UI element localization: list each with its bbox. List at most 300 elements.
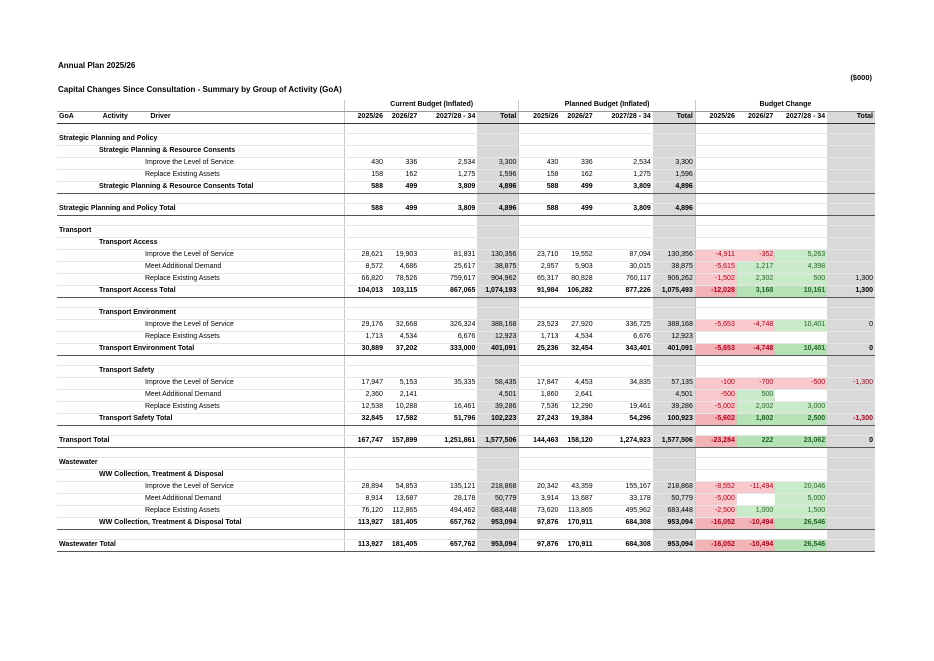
value-cell: 10,401 xyxy=(775,344,827,356)
spacer-cell xyxy=(57,194,101,204)
value-cell xyxy=(827,226,875,238)
value-cell xyxy=(775,366,827,378)
value-cell: -4,748 xyxy=(737,320,775,332)
value-cell: 401,091 xyxy=(653,344,696,356)
goa-label: Transport xyxy=(57,226,345,238)
value-cell: 19,461 xyxy=(595,402,653,414)
spacer-cell xyxy=(419,426,477,436)
value-cell xyxy=(827,308,875,320)
value-cell: 81,831 xyxy=(419,250,477,262)
value-cell: 112,865 xyxy=(385,506,419,518)
value-cell: 13,687 xyxy=(385,494,419,506)
spacer-cell xyxy=(737,298,775,308)
spacer-cell xyxy=(653,426,696,436)
driver-label: Replace Existing Assets xyxy=(57,402,345,414)
spacer-row xyxy=(57,216,875,226)
value-cell xyxy=(775,204,827,216)
value-cell: 58,435 xyxy=(477,378,519,390)
value-cell xyxy=(595,470,653,482)
column-header: Driver xyxy=(148,112,344,124)
value-cell: 499 xyxy=(385,204,419,216)
driver-label: Replace Existing Assets xyxy=(57,506,345,518)
spacer-cell xyxy=(345,530,385,540)
value-cell xyxy=(419,390,477,402)
driver-row xyxy=(57,170,875,182)
value-cell: 130,356 xyxy=(653,250,696,262)
value-cell xyxy=(419,146,477,158)
value-cell xyxy=(775,238,827,250)
spacer-cell xyxy=(57,298,101,308)
value-cell xyxy=(737,204,775,216)
value-cell: 1,300 xyxy=(827,286,875,298)
value-cell xyxy=(827,134,875,146)
value-cell: 25,236 xyxy=(519,344,561,356)
value-cell xyxy=(477,146,519,158)
value-cell: 4,686 xyxy=(385,262,419,274)
value-cell xyxy=(775,170,827,182)
spacer-cell xyxy=(595,448,653,458)
value-cell: 28,178 xyxy=(419,494,477,506)
value-cell xyxy=(695,238,737,250)
value-cell: -12,028 xyxy=(695,286,737,298)
spacer-cell xyxy=(148,124,344,134)
spacer-cell xyxy=(419,530,477,540)
value-cell: -700 xyxy=(737,378,775,390)
value-cell: 17,847 xyxy=(519,378,561,390)
spacer-cell xyxy=(653,448,696,458)
value-cell: -1,300 xyxy=(827,414,875,426)
value-cell: 1,577,506 xyxy=(653,436,696,448)
value-cell: -500 xyxy=(695,390,737,402)
column-header: 2026/27 xyxy=(737,112,775,124)
value-cell: 181,405 xyxy=(385,518,419,530)
value-cell: 19,552 xyxy=(560,250,594,262)
spacer-cell xyxy=(101,448,149,458)
value-cell xyxy=(385,470,419,482)
value-cell: 158,120 xyxy=(560,436,594,448)
spacer-cell xyxy=(775,194,827,204)
value-cell xyxy=(827,506,875,518)
value-cell: 904,962 xyxy=(477,274,519,286)
value-cell xyxy=(653,134,696,146)
goa-total-row xyxy=(57,204,875,216)
value-cell xyxy=(775,146,827,158)
spacer-cell xyxy=(385,216,419,226)
value-cell: 3,000 xyxy=(775,402,827,414)
value-cell: 144,463 xyxy=(519,436,561,448)
spacer-cell xyxy=(519,448,561,458)
activity-label: Transport Environment xyxy=(57,308,345,320)
spacer-cell xyxy=(101,530,149,540)
value-cell xyxy=(827,518,875,530)
value-cell: 10,288 xyxy=(385,402,419,414)
spacer-cell xyxy=(560,298,594,308)
spacer-cell xyxy=(595,298,653,308)
value-cell: 34,835 xyxy=(595,378,653,390)
driver-row xyxy=(57,274,875,286)
spacer-cell xyxy=(653,356,696,366)
activity-row xyxy=(57,366,875,378)
value-cell: 1,074,193 xyxy=(477,286,519,298)
value-cell: 1,596 xyxy=(477,170,519,182)
value-cell: -4,911 xyxy=(695,250,737,262)
value-cell: 1,275 xyxy=(419,170,477,182)
goa-label: Strategic Planning and Policy xyxy=(57,134,345,146)
spacer-cell xyxy=(827,448,875,458)
activity-total-row xyxy=(57,344,875,356)
value-cell: 684,308 xyxy=(595,540,653,552)
budget-table-container xyxy=(57,100,875,552)
value-cell: 1,713 xyxy=(345,332,385,344)
value-cell: 3,809 xyxy=(419,182,477,194)
value-cell xyxy=(519,226,561,238)
value-cell: 4,896 xyxy=(477,182,519,194)
spacer-cell xyxy=(477,356,519,366)
value-cell xyxy=(595,458,653,470)
value-cell: 867,065 xyxy=(419,286,477,298)
value-cell xyxy=(737,226,775,238)
value-cell: 6,676 xyxy=(595,332,653,344)
value-cell: 5,263 xyxy=(775,250,827,262)
value-cell: 2,002 xyxy=(737,402,775,414)
spacer-cell xyxy=(519,356,561,366)
value-cell xyxy=(737,366,775,378)
value-cell: 1,500 xyxy=(775,506,827,518)
spacer-cell xyxy=(595,216,653,226)
column-header: Activity xyxy=(101,112,149,124)
spacer-cell xyxy=(385,124,419,134)
value-cell: -8,552 xyxy=(695,482,737,494)
value-cell: 170,911 xyxy=(560,540,594,552)
value-cell: 38,875 xyxy=(477,262,519,274)
activity-row xyxy=(57,470,875,482)
value-cell xyxy=(519,366,561,378)
spacer-cell xyxy=(101,356,149,366)
value-cell: 4,896 xyxy=(477,204,519,216)
value-cell: 4,534 xyxy=(560,332,594,344)
spacer-cell xyxy=(737,530,775,540)
spacer-cell xyxy=(519,530,561,540)
value-cell: 222 xyxy=(737,436,775,448)
value-cell: 57,135 xyxy=(653,378,696,390)
spacer-cell xyxy=(148,194,344,204)
spacer-row xyxy=(57,426,875,436)
driver-label: Replace Existing Assets xyxy=(57,332,345,344)
value-cell xyxy=(737,494,775,506)
value-cell: -16,052 xyxy=(695,540,737,552)
spacer-cell xyxy=(560,530,594,540)
value-cell: -2,500 xyxy=(695,506,737,518)
driver-row xyxy=(57,332,875,344)
value-cell xyxy=(775,470,827,482)
spacer-cell xyxy=(385,194,419,204)
value-cell: 113,927 xyxy=(345,518,385,530)
value-cell: 37,202 xyxy=(385,344,419,356)
current-budget-header: Current Budget (Inflated) xyxy=(345,100,519,112)
value-cell: 17,582 xyxy=(385,414,419,426)
spacer-cell xyxy=(653,194,696,204)
column-header-row xyxy=(57,112,875,124)
value-cell: 20,046 xyxy=(775,482,827,494)
value-cell: 0 xyxy=(827,344,875,356)
value-cell: 3,809 xyxy=(595,182,653,194)
value-cell: 657,762 xyxy=(419,518,477,530)
value-cell: 181,405 xyxy=(385,540,419,552)
budget-table xyxy=(57,100,875,552)
value-cell: 23,062 xyxy=(775,436,827,448)
value-cell: -352 xyxy=(737,250,775,262)
value-cell: -11,494 xyxy=(737,482,775,494)
spacer-cell xyxy=(419,356,477,366)
column-header: Total xyxy=(477,112,519,124)
value-cell xyxy=(595,146,653,158)
value-cell xyxy=(775,134,827,146)
spacer-cell xyxy=(775,356,827,366)
value-cell: 499 xyxy=(385,182,419,194)
driver-row xyxy=(57,250,875,262)
value-cell xyxy=(695,204,737,216)
spacer-cell xyxy=(827,124,875,134)
spacer-cell xyxy=(477,194,519,204)
value-cell: 1,577,506 xyxy=(477,436,519,448)
spacer-cell xyxy=(827,298,875,308)
spacer-cell xyxy=(560,124,594,134)
value-cell: 50,779 xyxy=(653,494,696,506)
spacer-cell xyxy=(519,124,561,134)
spacer-cell xyxy=(827,216,875,226)
value-cell: 4,534 xyxy=(385,332,419,344)
value-cell: 1,860 xyxy=(519,390,561,402)
value-cell xyxy=(775,158,827,170)
value-cell: -5,615 xyxy=(695,262,737,274)
value-cell: -1,502 xyxy=(695,274,737,286)
spacer-cell xyxy=(477,426,519,436)
spacer-cell xyxy=(775,216,827,226)
activity-total-row xyxy=(57,518,875,530)
group-header-row xyxy=(57,100,875,112)
spacer-cell xyxy=(519,426,561,436)
value-cell: 66,820 xyxy=(345,274,385,286)
value-cell: 953,094 xyxy=(477,518,519,530)
activity-total-label: Transport Environment Total xyxy=(57,344,345,356)
value-cell: 97,876 xyxy=(519,518,561,530)
value-cell xyxy=(737,308,775,320)
spacer-cell xyxy=(57,356,101,366)
value-cell: -10,494 xyxy=(737,540,775,552)
spacer-cell xyxy=(695,298,737,308)
value-cell xyxy=(477,238,519,250)
value-cell xyxy=(695,182,737,194)
spacer-cell xyxy=(653,298,696,308)
value-cell: 32,668 xyxy=(385,320,419,332)
driver-label: Improve the Level of Service xyxy=(57,378,345,390)
value-cell: 78,526 xyxy=(385,274,419,286)
value-cell xyxy=(775,458,827,470)
goa-label: Wastewater xyxy=(57,458,345,470)
page-title: Annual Plan 2025/26 xyxy=(58,61,136,70)
value-cell: 135,121 xyxy=(419,482,477,494)
value-cell xyxy=(595,134,653,146)
activity-label: Transport Safety xyxy=(57,366,345,378)
value-cell: 588 xyxy=(519,182,561,194)
spacer-row xyxy=(57,194,875,204)
value-cell xyxy=(345,470,385,482)
driver-label: Improve the Level of Service xyxy=(57,320,345,332)
activity-label: Strategic Planning & Resource Consents xyxy=(57,146,345,158)
value-cell xyxy=(653,238,696,250)
value-cell: 23,710 xyxy=(519,250,561,262)
value-cell: 102,223 xyxy=(477,414,519,426)
value-cell xyxy=(385,308,419,320)
value-cell: 218,868 xyxy=(653,482,696,494)
goa-total-row xyxy=(57,436,875,448)
spacer-cell xyxy=(345,216,385,226)
value-cell: 73,620 xyxy=(519,506,561,518)
value-cell: 2,360 xyxy=(345,390,385,402)
value-cell xyxy=(827,170,875,182)
driver-label: Improve the Level of Service xyxy=(57,158,345,170)
value-cell: 218,868 xyxy=(477,482,519,494)
table-body xyxy=(57,100,875,552)
value-cell xyxy=(477,470,519,482)
value-cell: 759,617 xyxy=(419,274,477,286)
value-cell: 12,290 xyxy=(560,402,594,414)
report-subtitle: Capital Changes Since Consultation - Summary by Group of Activity (GoA) xyxy=(58,85,342,94)
value-cell xyxy=(737,146,775,158)
spacer-cell xyxy=(595,124,653,134)
spacer-cell xyxy=(560,216,594,226)
driver-label: Replace Existing Assets xyxy=(57,170,345,182)
spacer-cell xyxy=(101,298,149,308)
value-cell: 162 xyxy=(560,170,594,182)
value-cell: 50,779 xyxy=(477,494,519,506)
value-cell: 0 xyxy=(827,320,875,332)
spacer-cell xyxy=(477,298,519,308)
planned-budget-header: Planned Budget (Inflated) xyxy=(519,100,695,112)
value-cell xyxy=(827,390,875,402)
value-cell: 953,094 xyxy=(653,540,696,552)
spacer-cell xyxy=(385,448,419,458)
value-cell xyxy=(477,226,519,238)
value-cell xyxy=(775,390,827,402)
spacer-cell xyxy=(775,426,827,436)
value-cell xyxy=(419,134,477,146)
value-cell: 35,335 xyxy=(419,378,477,390)
value-cell: -5,653 xyxy=(695,320,737,332)
value-cell: 170,911 xyxy=(560,518,594,530)
value-cell: 5,000 xyxy=(775,494,827,506)
value-cell xyxy=(519,308,561,320)
value-cell xyxy=(653,226,696,238)
value-cell: 28,621 xyxy=(345,250,385,262)
goa-total-label: Transport Total xyxy=(57,436,345,448)
spacer-cell xyxy=(345,426,385,436)
value-cell: 1,802 xyxy=(737,414,775,426)
driver-row xyxy=(57,378,875,390)
value-cell: 657,762 xyxy=(419,540,477,552)
column-header: 2026/27 xyxy=(385,112,419,124)
value-cell xyxy=(653,470,696,482)
spacer-cell xyxy=(477,124,519,134)
spacer-cell xyxy=(695,448,737,458)
spacer-row xyxy=(57,124,875,134)
spacer-cell xyxy=(775,530,827,540)
value-cell: 1,000 xyxy=(737,506,775,518)
value-cell xyxy=(775,308,827,320)
spacer-cell xyxy=(345,298,385,308)
value-cell: 27,920 xyxy=(560,320,594,332)
units-label: ($000) xyxy=(850,73,872,82)
value-cell: 953,094 xyxy=(653,518,696,530)
value-cell: 51,796 xyxy=(419,414,477,426)
value-cell: 2,302 xyxy=(737,274,775,286)
column-header: 2025/26 xyxy=(345,112,385,124)
value-cell: 588 xyxy=(519,204,561,216)
value-cell: 26,546 xyxy=(775,540,827,552)
value-cell: 2,141 xyxy=(385,390,419,402)
spacer-cell xyxy=(737,194,775,204)
column-header: 2025/26 xyxy=(519,112,561,124)
value-cell: 4,896 xyxy=(653,204,696,216)
value-cell xyxy=(695,458,737,470)
spacer-cell xyxy=(737,426,775,436)
value-cell: 100,923 xyxy=(653,414,696,426)
value-cell xyxy=(345,146,385,158)
spacer-cell xyxy=(148,298,344,308)
value-cell: 65,317 xyxy=(519,274,561,286)
spacer-cell xyxy=(595,356,653,366)
value-cell: -100 xyxy=(695,378,737,390)
value-cell: 80,828 xyxy=(560,274,594,286)
spacer-cell xyxy=(737,216,775,226)
value-cell: 32,454 xyxy=(560,344,594,356)
spacer-cell xyxy=(57,124,101,134)
spacer-row xyxy=(57,298,875,308)
value-cell: 33,178 xyxy=(595,494,653,506)
value-cell xyxy=(385,226,419,238)
value-cell: 1,075,493 xyxy=(653,286,696,298)
spacer-cell xyxy=(519,194,561,204)
column-header: Total xyxy=(827,112,875,124)
value-cell xyxy=(560,134,594,146)
value-cell: 588 xyxy=(345,182,385,194)
value-cell xyxy=(695,170,737,182)
spacer-cell xyxy=(101,216,149,226)
value-cell: 494,462 xyxy=(419,506,477,518)
driver-row xyxy=(57,402,875,414)
spacer-cell xyxy=(737,124,775,134)
value-cell: 3,300 xyxy=(653,158,696,170)
value-cell xyxy=(419,366,477,378)
value-cell: 158 xyxy=(519,170,561,182)
value-cell xyxy=(827,332,875,344)
driver-label: Meet Additional Demand xyxy=(57,494,345,506)
value-cell xyxy=(595,366,653,378)
value-cell xyxy=(560,366,594,378)
value-cell: 19,903 xyxy=(385,250,419,262)
value-cell: 388,168 xyxy=(653,320,696,332)
value-cell: 5,153 xyxy=(385,378,419,390)
driver-label: Improve the Level of Service xyxy=(57,482,345,494)
value-cell: 336 xyxy=(560,158,594,170)
value-cell: -5,653 xyxy=(695,344,737,356)
value-cell: 495,962 xyxy=(595,506,653,518)
value-cell: -16,052 xyxy=(695,518,737,530)
value-cell: 30,015 xyxy=(595,262,653,274)
value-cell: -4,748 xyxy=(737,344,775,356)
value-cell: 2,500 xyxy=(775,414,827,426)
value-cell: 8,572 xyxy=(345,262,385,274)
